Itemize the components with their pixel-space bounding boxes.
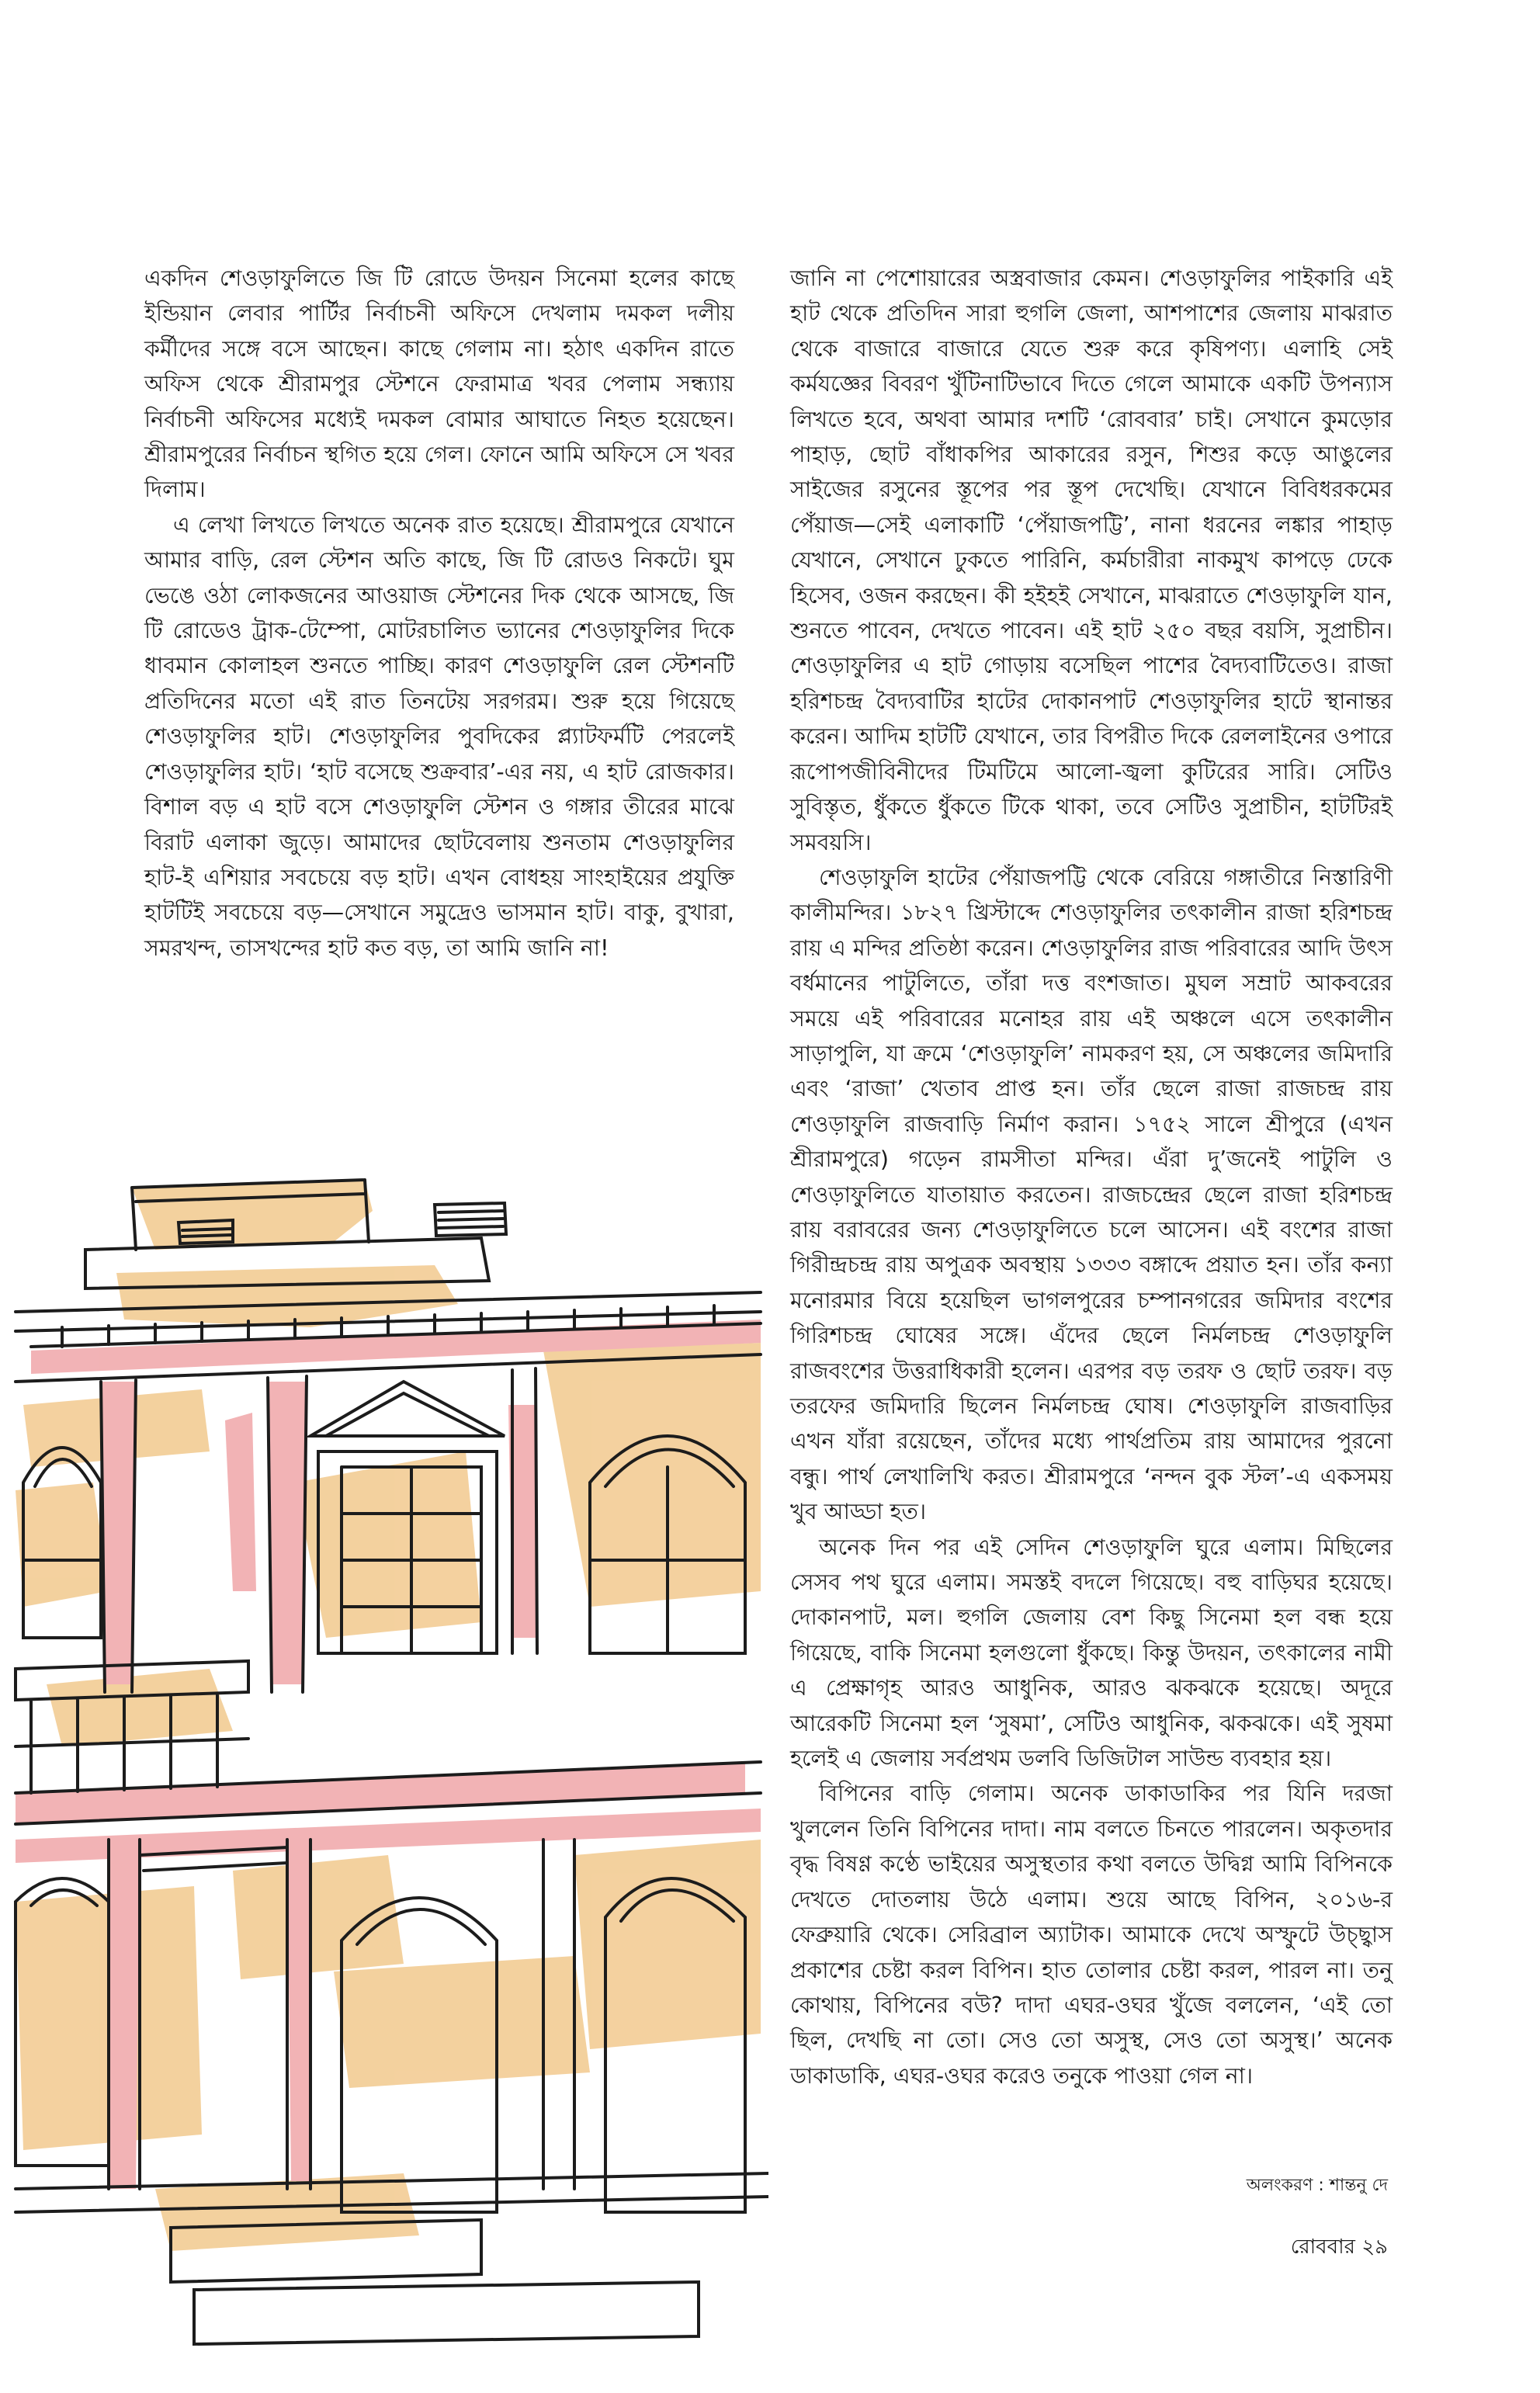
- paragraph: এ লেখা লিখতে লিখতে অনেক রাত হয়েছে। শ্রীরামপুরে যেখানে আমার বাড়ি, রেল স্টেশন অতি কাছে, জি টি রোডও নিকটে। ঘুম ভেঙে ওঠা লোকজনের আওয়াজ স্টেশনের দিক থেকে আসছে, জি টি রোডেও ট্রাক-টেম্পো, মোটরচালিত ভ্যানের শেওড়াফুলির দিকে ধাবমান কোলাহল শুনতে পাচ্ছি। কারণ শেওড়াফুলি রেল স্টেশনটি প্রতিদিনের মতো এই রাত তিনটেয় সরগরম। শুরু হয়ে গিয়েছে শেওড়াফুলির হাট। শেওড়াফুলির পুবদিকের প্ল্যাটফর্মটি পেরলেই শেওড়াফুলির হাট। ‘হাট বসেছে শুক্রবার’-এর নয়, এ হাট রোজকার। বিশাল বড় এ হাট বসে শেওড়াফুলি স্টেশন ও গঙ্গার তীরের মাঝে বিরাট এলাকা জুড়ে। আমাদের ছোটবেলায় শুনতাম শেওড়াফুলির হাট-ই এশিয়ার সবচেয়ে বড় হাট। এখন বোধহয় সাংহাইয়ের প্রযুক্তি হাটটিই সবচেয়ে বড়—সেখানে সমুদ্রেও ভাসমান হাট। বাকু, বুখারা, সমরখন্দ, তাসখন্দের হাট কত বড়, তা আমি জানি না!: [144, 512, 734, 961]
- column-right: [790, 261, 1393, 2093]
- paragraph: অনেক দিন পর এই সেদিন শেওড়াফুলি ঘুরে এলাম। মিছিলের সেসব পথ ঘুরে এলাম। সমস্তই বদলে গিয়েছে। বহু বাড়িঘর হয়েছে। দোকানপাট, মল। হুগলি জেলায় বেশ কিছু সিনেমা হল বন্ধ হয়ে গিয়েছে, বাকি সিনেমা হলগুলো ধুঁকছে। কিন্তু উদয়ন, তৎকালের নামী এ প্রেক্ষাগৃহ আরও আধুনিক, আরও ঝকঝকে হয়েছে। অদূরে আরেকটি সিনেমা হল ‘সুষমা’, সেটিও আধুনিক, ঝকঝকে। এই সুষমা হলেই এ জেলায় সর্বপ্রথম ডলবি ডিজিটাল সাউন্ড ব্যবহার হয়।: [790, 1534, 1393, 1772]
- building-illustration: [0, 1157, 768, 2352]
- page-footer: রোববার ২৯: [1290, 2235, 1388, 2259]
- paragraph: শেওড়াফুলি হাটের পেঁয়াজপট্টি থেকে বেরিয়ে গঙ্গাতীরে নিস্তারিণী কালীমন্দির। ১৮২৭ খ্রিস্টাব্দে শেওড়াফুলির তৎকালীন রাজা হরিশচন্দ্র রায় এ মন্দির প্রতিষ্ঠা করেন। শেওড়াফুলির রাজ পরিবারের আদি উৎস বর্ধমানের পাটুলিতে, তাঁরা দত্ত বংশজাত। মুঘল সম্রাট আকবরের সময়ে এই পরিবারের মনোহর রায় এই অঞ্চলে এসে তৎকালীন সাড়াপুলি, যা ক্রমে ‘শেওড়াফুলি’ নামকরণ হয়, সে অঞ্চলের জমিদারি এবং ‘রাজা’ খেতাব প্রাপ্ত হন। তাঁর ছেলে রাজা রাজচন্দ্র রায় শেওড়াফুলি রাজবাড়ি নির্মাণ করান। ১৭৫২ সালে শ্রীপুরে (এখন শ্রীরামপুরে) গড়েন রামসীতা মন্দির। এঁরা দু’জনেই পাটুলি ও শেওড়াফুলিতে যাতায়াত করতেন। রাজচন্দ্রের ছেলে রাজা হরিশচন্দ্র রায় বরাবরের জন্য শেওড়াফুলিতে চলে আসেন। এই বংশের রাজা গিরীন্দ্রচন্দ্র রায় অপুত্রক অবস্থায় ১৩৩৩ বঙ্গাব্দে প্রয়াত হন। তাঁর কন্যা মনোরমার বিয়ে হয়েছিল ভাগলপুরের চম্পানগরের জমিদার বংশের গিরিশচন্দ্র ঘোষের সঙ্গে। এঁদের ছেলে নির্মলচন্দ্র শেওড়াফুলি রাজবংশের উত্তরাধিকারী হলেন। এরপর বড় তরফ ও ছোট তরফ। বড় তরফের জমিদারি ছিলেন নির্মলচন্দ্র ঘোষ। শেওড়াফুলি রাজবাড়ির এখন যাঁরা রয়েছেন, তাঁদের মধ্যে পার্থপ্রতিম রায় আমাদের পুরনো বন্ধু। পার্থ লেখালিখি করত। শ্রীরামপুরে ‘নন্দন বুক স্টল’-এ একসময় খুব আড্ডা হত।: [790, 864, 1393, 1525]
- paragraph: একদিন শেওড়াফুলিতে জি টি রোডে উদয়ন সিনেমা হলের কাছে ইন্ডিয়ান লেবার পার্টির নির্বাচনী অফিসে দেখলাম দমকল দলীয় কর্মীদের সঙ্গে বসে আছেন। কাছে গেলাম না। হঠাৎ একদিন রাতে অফিস থেকে শ্রীরামপুর স্টেশনে ফেরামাত্র খবর পেলাম সন্ধ্যায় নির্বাচনী অফিসের মধ্যেই দমকল বোমার আঘাতে নিহত হয়েছেন। শ্রীরামপুরের নির্বাচন স্থগিত হয়ে গেল। ফোনে আমি অফিসে সে খবর দিলাম।: [144, 265, 734, 503]
- column-left: [144, 261, 734, 966]
- paragraph: বিপিনের বাড়ি গেলাম। অনেক ডাকাডাকির পর যিনি দরজা খুললেন তিনি বিপিনের দাদা। নাম বলতে চিনতে পারলেন। অকৃতদার বৃদ্ধ বিষণ্ণ কণ্ঠে ভাইয়ের অসুস্থতার কথা বলতে উদ্বিগ্ন আমি বিপিনকে দেখতে দোতলায় উঠে এলাম। শুয়ে আছে বিপিন, ২০১৬-র ফেব্রুয়ারি থেকে। সেরিব্রাল অ্যাটাক। আমাকে দেখে অস্ফুটে উচ্ছ্বাস প্রকাশের চেষ্টা করল বিপিন। হাত তোলার চেষ্টা করল, পারল না। তনু কোথায়, বিপিনের বউ? দাদা এঘর-ওঘর খুঁজে বললেন, ‘এই তো ছিল, দেখছি না তো। সেও তো অসুস্থ, সেও তো অসুস্থ।’ অনেক ডাকাডাকি, এঘর-ওঘর করেও তনুকে পাওয়া গেল না।: [790, 1781, 1393, 2089]
- paragraph: জানি না পেশোয়ারের অস্ত্রবাজার কেমন। শেওড়াফুলির পাইকারি এই হাট থেকে প্রতিদিন সারা হুগলি জেলা, আশপাশের জেলায় মাঝরাত থেকে বাজারে বাজারে যেতে শুরু করে কৃষিপণ্য। এলাহি সেই কর্মযজ্ঞের বিবরণ খুঁটিনাটিভাবে দিতে গেলে আমাকে একটি উপন্যাস লিখতে হবে, অথবা আমার দশটি ‘রোববার’ চাই। সেখানে কুমড়োর পাহাড়, ছোট বাঁধাকপির আকারের রসুন, শিশুর কড়ে আঙুলের সাইজের রসুনের স্তূপের পর স্তূপ দেখেছি। যেখানে বিবিধরকমের পেঁয়াজ—সেই এলাকাটি ‘পেঁয়াজপট্টি’, নানা ধরনের লঙ্কার পাহাড় যেখানে, সেখানে ঢুকতে পারিনি, কর্মচারীরা নাকমুখ কাপড়ে ঢেকে হিসেব, ওজন করছেন। কী হইহই সেখানে, মাঝরাতে শেওড়াফুলি যান, শুনতে পাবেন, দেখতে পাবেন। এই হাট ২৫০ বছর বয়সি, সুপ্রাচীন। শেওড়াফুলির এ হাট গোড়ায় বসেছিল পাশের বৈদ্যবাটিতেও। রাজা হরিশচন্দ্র বৈদ্যবাটির হাটের দোকানপাট শেওড়াফুলির হাটে স্থানান্তর করেন। আদিম হাটটি যেখানে, তার বিপরীত দিকে রেললাইনের ওপারে রূপোপজীবিনীদের টিমটিমে আলো-জ্বলা কুটিরের সারি। সেটিও সুবিস্তৃত, ধুঁকতে ধুঁকতে টিকে থাকা, তবে সেটিও সুপ্রাচীন, হাটটিরই সমবয়সি।: [790, 265, 1393, 855]
- illustration-credit: অলংকরণ : শান্তনু দে: [1246, 2176, 1388, 2195]
